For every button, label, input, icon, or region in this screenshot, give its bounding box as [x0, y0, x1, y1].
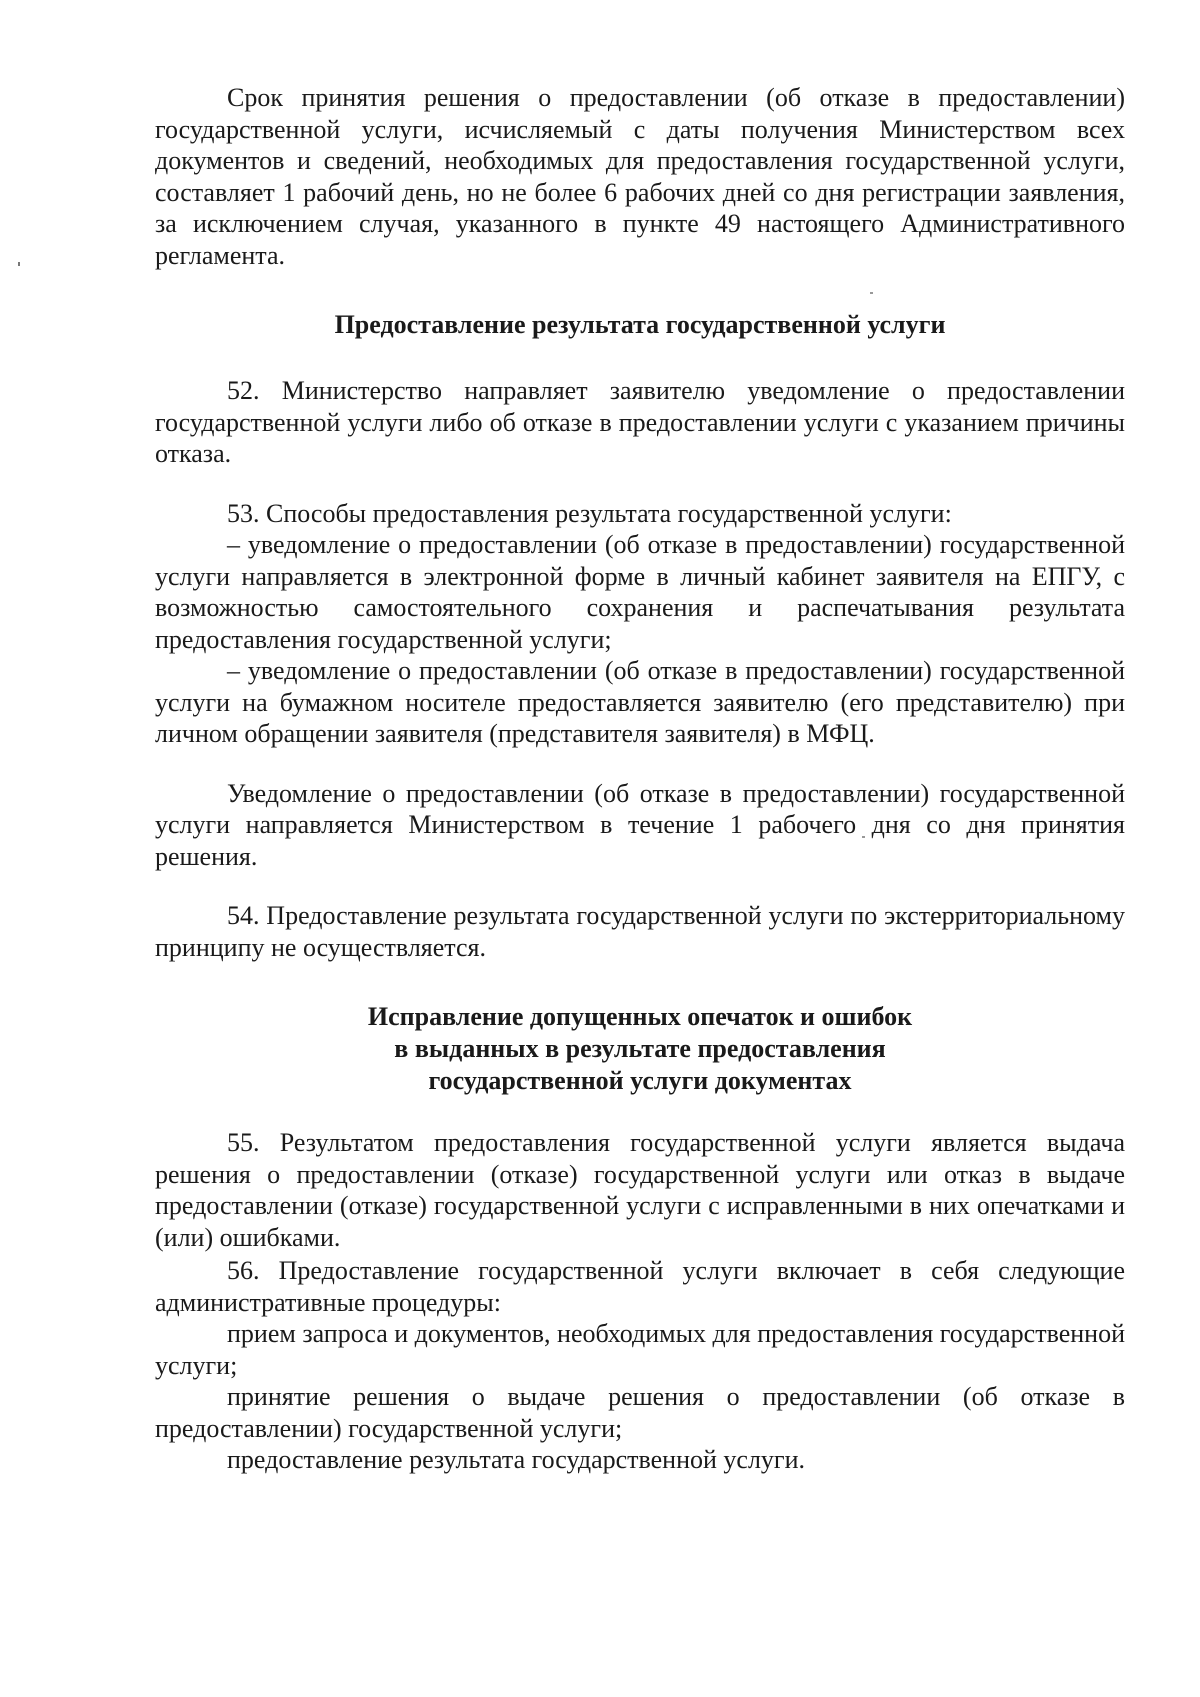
- heading-line: в выданных в результате предоставления: [394, 1034, 886, 1063]
- paragraph-54: 54. Предоставление результата государственной услуги по экстерриториальному принципу не осуществляется.: [155, 901, 1125, 962]
- section-heading-corrections: [155, 1001, 1125, 1097]
- paragraph-56: 56. Предоставление государственной услуги включает в себя следующие административные процедуры:: [155, 1256, 1125, 1317]
- paragraph-55: 55. Результатом предоставления государственной услуги является выдача решения о предоставлении (отказе) государственной услуги или отказ в выдаче предоставлении (отказе) государственной услуги с исправленными в них опечатками и (или) ошибками.: [155, 1128, 1125, 1252]
- paragraph-52: 52. Министерство направляет заявителю уведомление о предоставлении государственной услуги либо об отказе в предоставлении услуги с указанием причины отказа.: [155, 376, 1125, 468]
- heading-line: государственной услуги документах: [428, 1066, 852, 1095]
- procedure-item: предоставление результата государственной услуги.: [227, 1445, 806, 1474]
- paragraph-notice: Уведомление о предоставлении (об отказе в предоставлении) государственной услуги направляется Министерством в течение 1 рабочего дня со дня принятия решения.: [155, 778, 1125, 871]
- section-heading-result: Предоставление результата государственной услуги: [334, 310, 946, 339]
- paragraph-intro: Срок принятия решения о предоставлении (об отказе в предоставлении) государственной услуги, исчисляемый с даты получения Министерством всех документов и сведений, необходимых для предоставления государственной услуги, составляет 1 рабочий день, но не более 6 рабочих дней со дня регистрации заявления, за исключением случая, указанного в пункте 49 настоящего Административного регламента.: [155, 83, 1125, 270]
- procedure-item: принятие решения о выдаче решения о предоставлении (об отказе в предоставлении) государственной услуги;: [155, 1382, 1125, 1443]
- document-body: [155, 82, 1125, 1476]
- paragraph-53: 53. Способы предоставления результата государственной услуги:: [227, 498, 952, 528]
- heading-line: Исправление допущенных опечаток и ошибок: [367, 1002, 913, 1031]
- margin-mark: [18, 262, 20, 266]
- list-item-electronic: – уведомление о предоставлении (об отказе в предоставлении) государственной услуги направляется в электронной форме в личный кабинет заявителя на ЕПГУ, с возможностью самостоятельного сохранения и распечатывания результата предоставления государственной услуги;: [155, 530, 1125, 654]
- procedure-item: прием запроса и документов, необходимых для предоставления государственной услуги;: [155, 1319, 1125, 1380]
- list-item-paper: – уведомление о предоставлении (об отказе в предоставлении) государственной услуги на бумажном носителе предоставляется заявителю (его представителю) при личном обращении заявителя (представителя заявителя) в МФЦ.: [155, 656, 1125, 748]
